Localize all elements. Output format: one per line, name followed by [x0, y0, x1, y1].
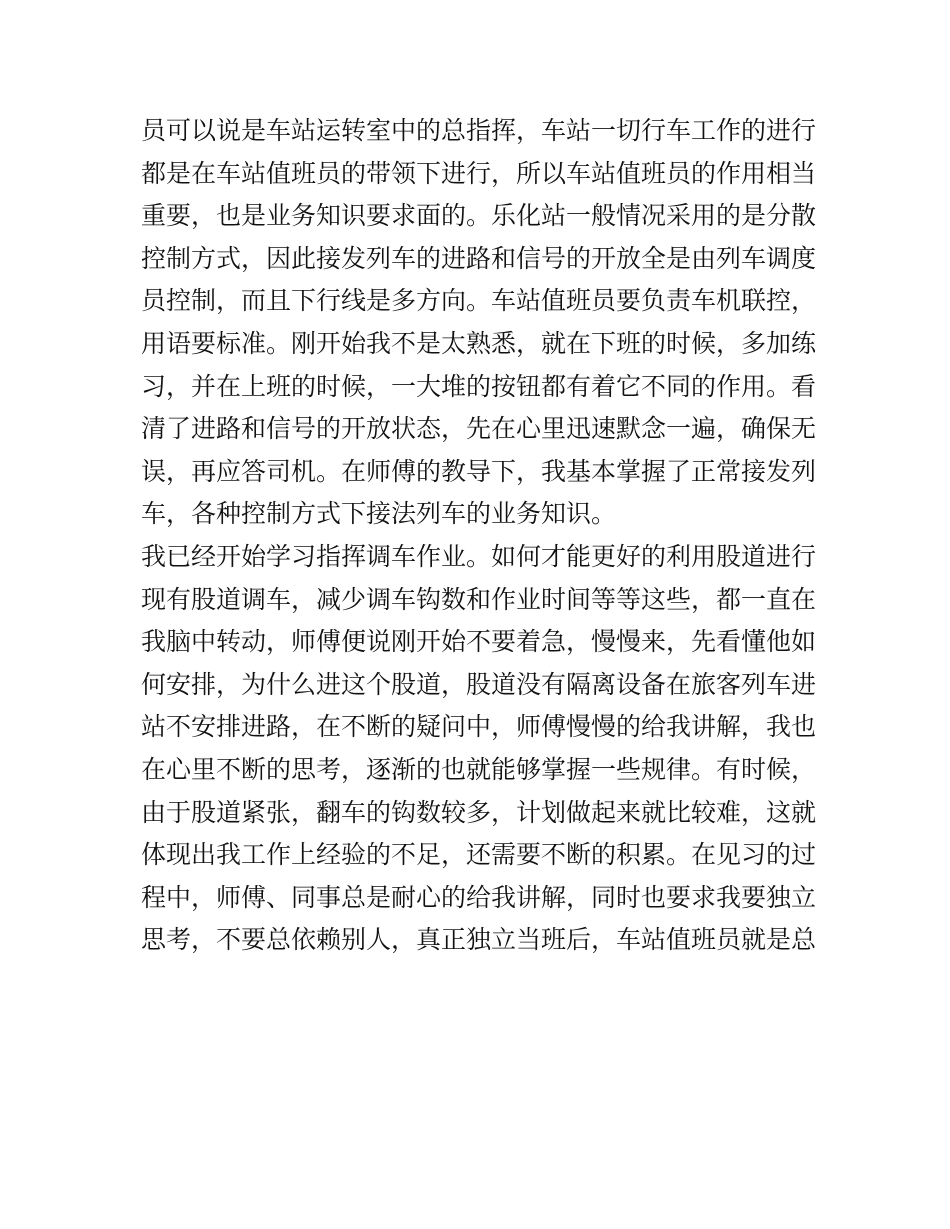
text-line: 体现出我工作上经验的不足，还需要不断的积累。在见习的过 [141, 840, 817, 870]
text-line: 何安排，为什么进这个股道，股道没有隔离设备在旅客列车进 [141, 669, 817, 699]
text-line: 员可以说是车站运转室中的总指挥，车站一切行车工作的进行 [141, 116, 817, 145]
body-text [141, 110, 821, 962]
text-line: 思考，不要总依赖别人，真正独立当班后，车站值班员就是总 [141, 925, 817, 955]
text-line: 员控制，而且下行线是多方向。车站值班员要负责车机联控， [141, 286, 817, 316]
text-line: 我脑中转动，师傅便说刚开始不要着急，慢慢来，先看懂他如 [141, 627, 817, 657]
text-line: 车，各种控制方式下接法列车的业务知识。 [141, 499, 617, 529]
text-line: 都是在车站值班员的带领下进行，所以车站值班员的作用相当 [141, 158, 817, 188]
text-line: 我已经开始学习指挥调车作业。如何才能更好的利用股道进行 [141, 541, 817, 571]
text-line: 用语要标准。刚开始我不是太熟悉，就在下班的时候，多加练 [141, 328, 817, 358]
text-line: 由于股道紧张，翻车的钩数较多，计划做起来就比较难，这就 [141, 797, 817, 827]
text-line: 控制方式，因此接发列车的进路和信号的开放全是由列车调度 [141, 243, 817, 273]
text-line: 重要，也是业务知识要求面的。乐化站一般情况采用的是分散 [141, 201, 817, 231]
text-line: 现有股道调车，减少调车钩数和作业时间等等这些，都一直在 [141, 584, 817, 614]
text-line: 清了进路和信号的开放状态，先在心里迅速默念一遍，确保无 [141, 414, 817, 444]
text-line: 站不安排进路，在不断的疑问中，师傅慢慢的给我讲解，我也 [141, 712, 817, 742]
text-line: 误，再应答司机。在师傅的教导下，我基本掌握了正常接发列 [141, 456, 817, 486]
text-line: 习，并在上班的时候，一大堆的按钮都有着它不同的作用。看 [141, 371, 817, 401]
text-line: 程中，师傅、同事总是耐心的给我讲解，同时也要求我要独立 [141, 882, 817, 912]
text-line: 在心里不断的思考，逐渐的也就能够掌握一些规律。有时候， [141, 754, 817, 784]
